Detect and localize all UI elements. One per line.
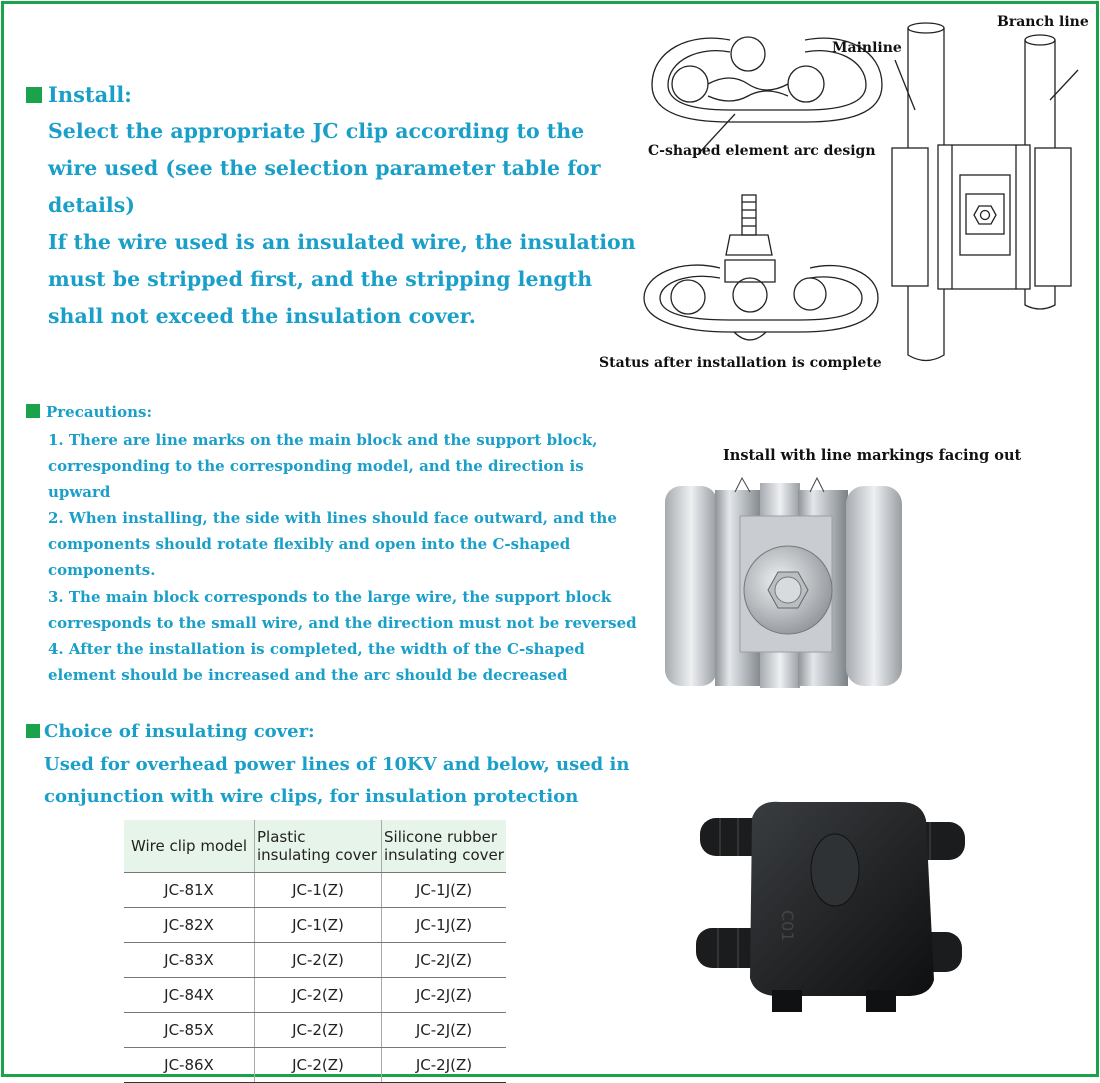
clamp-photo bbox=[660, 468, 910, 690]
selection-table bbox=[124, 820, 506, 1083]
install-heading: Install: bbox=[26, 82, 132, 107]
insulating-cover-photo bbox=[690, 790, 970, 1020]
photo-caption: Install with line markings facing out bbox=[723, 447, 1022, 464]
column-header: Plastic insulating cover bbox=[255, 820, 382, 873]
table-header-row bbox=[124, 820, 506, 873]
mainline-label: Mainline bbox=[832, 40, 902, 56]
green-square-icon bbox=[26, 87, 42, 103]
precautions-heading: Precautions: bbox=[26, 403, 152, 421]
table-row: JC-82X JC-1(Z) JC-1J(Z) bbox=[124, 908, 506, 943]
choice-heading: Choice of insulating cover: bbox=[26, 721, 315, 742]
green-square-icon bbox=[26, 724, 40, 738]
install-text: Select the appropriate JC clip according to the wire used (see the selection parameter table for details) If the wire used is an insulated wire, the insulation must be stripped first, and the stripping length shall not exceed the insulation cover. bbox=[48, 119, 636, 328]
column-header: Wire clip model bbox=[124, 820, 255, 873]
green-square-icon bbox=[26, 404, 40, 418]
branch-line-label: Branch line bbox=[997, 14, 1089, 30]
table-row: JC-85X JC-2(Z) JC-2J(Z) bbox=[124, 1013, 506, 1048]
choice-text: Used for overhead power lines of 10KV and below, used in conjunction with wire clips, for insulation protection bbox=[44, 754, 630, 807]
cover-mark: C01 bbox=[778, 910, 797, 942]
status-label: Status after installation is complete bbox=[599, 355, 882, 371]
table-row: JC-86X JC-2(Z) JC-2J(Z) bbox=[124, 1048, 506, 1083]
column-header: Silicone rubber insulating cover bbox=[382, 820, 507, 873]
installation-diagram bbox=[630, 10, 1095, 380]
table-row: JC-81X JC-1(Z) JC-1J(Z) bbox=[124, 873, 506, 908]
table-row: JC-83X JC-2(Z) JC-2J(Z) bbox=[124, 943, 506, 978]
precautions-text: 1. There are line marks on the main block and the support block, corresponding to the corresponding model, and the direction is upward 2. When installing, the side with lines should face outward, and the components should rotate flexibly and open into the C-shaped components. 3. The main block corresponds to the large wire, the support block corresponds to the small wire, and the direction must not be reversed 4. After the installation is completed, the width of the C-shaped element should be increased and the arc should be decreased bbox=[48, 431, 637, 684]
table-row: JC-84X JC-2(Z) JC-2J(Z) bbox=[124, 978, 506, 1013]
c-shaped-label: C-shaped element arc design bbox=[648, 143, 876, 159]
